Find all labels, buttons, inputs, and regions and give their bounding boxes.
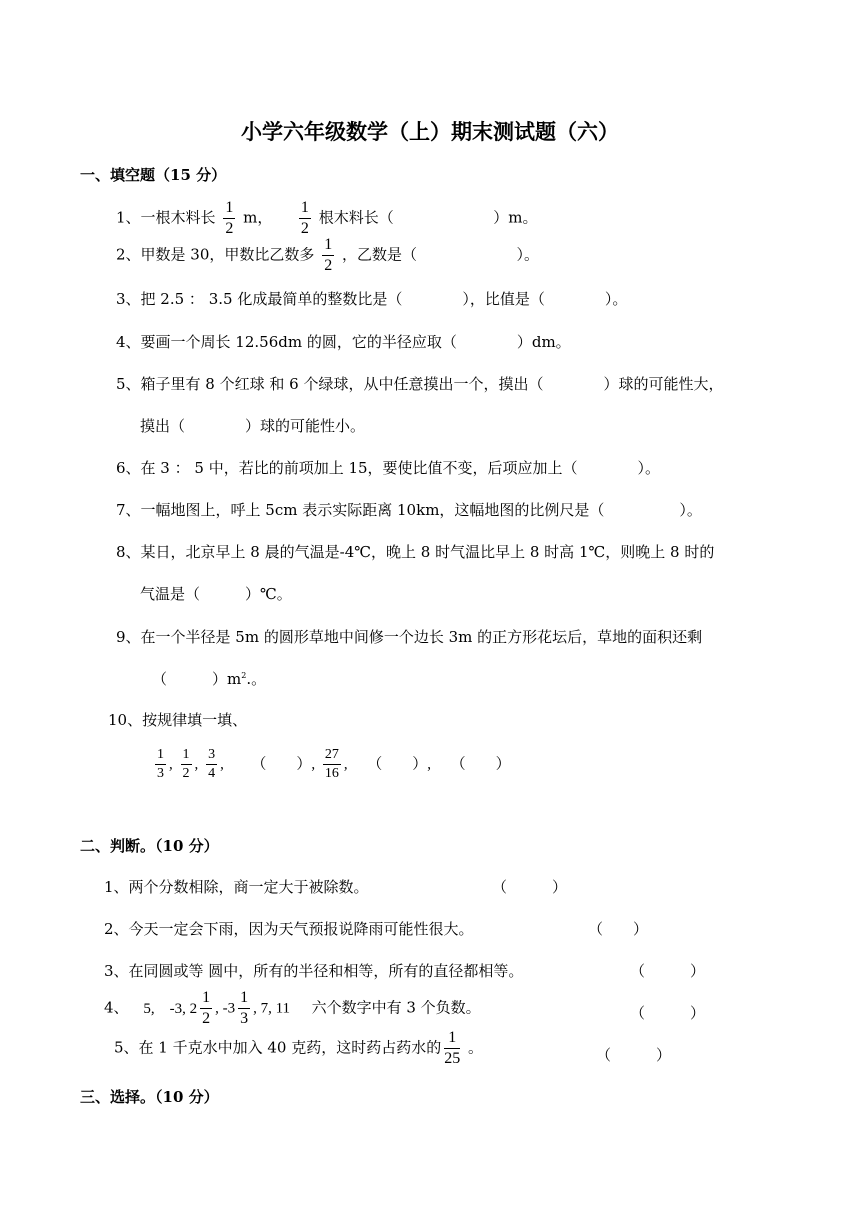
seq-blank-3: （ ） xyxy=(450,754,511,773)
judge-2-paren: （ ） xyxy=(588,920,649,938)
j4-fraction-1: $\frac{1}{2}$ xyxy=(202,989,211,1027)
question-1-9a: 9、在一个半径是 5m 的圆形草地中间修一个边长 3m 的正方形花坛后，草地的面积还剩 xyxy=(116,628,703,646)
question-1-10: 10、按规律填一填、 xyxy=(108,711,248,729)
j4-pre: 4、 xyxy=(104,998,129,1017)
j4-text: 六个数字中有 3 个负数。 xyxy=(311,998,481,1017)
question-1-8a: 8、某日，北京早上 8 晨的气温是-4℃，晚上 8 时气温比早上 8 时高 1℃，则晚上 8 时的 xyxy=(116,543,715,561)
fraction-q2: $\frac{1}{2}$ xyxy=(324,236,333,274)
judge-4 xyxy=(104,990,481,1027)
fraction-q1-2: $\frac{1}{2}$ xyxy=(300,199,309,237)
section-2-heading: 二、判断。（10 分） xyxy=(80,837,219,855)
question-1-1 xyxy=(116,200,538,237)
j4-post: , 7, 11 xyxy=(253,1000,291,1017)
seq-fraction-3: $\frac{3}{4}$ xyxy=(208,747,216,781)
j4-fraction-2: $\frac{1}{3}$ xyxy=(240,989,249,1027)
seq-fraction-1: $\frac{1}{3}$ xyxy=(157,747,164,781)
section-1-heading: 一、填空题（15 分） xyxy=(80,166,227,184)
q1-text-c: 根木料长（ xyxy=(318,208,394,227)
question-1-6: 6、在 3 ： 5 中，若比的前项加上 15，要使比值不变，后项应加上（ ）。 xyxy=(116,459,661,477)
sequence-row: $\frac{1}{3}$ , $\frac{1}{2}$ , $\frac{3}{4}$ , （ ）, $\frac{27}{16}$ , （ ）, （ ） xyxy=(157,747,511,781)
question-1-2 xyxy=(116,237,539,274)
q1-text-a: 1、一根木料长 xyxy=(116,208,216,227)
judge-3-paren: （ ） xyxy=(630,962,706,980)
question-1-8b: 气温是（ ）℃。 xyxy=(140,585,292,603)
question-1-4: 4、要画一个周长 12.56dm 的圆，它的半径应取（ ）dm。 xyxy=(116,333,571,351)
question-1-3: 3、把 2.5 ： 3.5 化成最简单的整数比是（ ），比值是（ ）。 xyxy=(116,290,628,308)
seq-blank-1: （ ） xyxy=(251,754,312,773)
judge-1-paren: （ ） xyxy=(492,878,568,896)
judge-5-paren: （ ） xyxy=(596,1046,672,1064)
question-1-7: 7、一幅地图上，呼上 5cm 表示实际距离 10km，这幅地图的比例尺是（ ）。 xyxy=(116,501,702,519)
j4-mid: , -3 xyxy=(215,1000,236,1017)
j5-end: 。 xyxy=(468,1038,484,1057)
j4-numbers: 5, -3, 2 xyxy=(143,1000,198,1017)
page-title: 小学六年级数学（上）期末测试题（六） xyxy=(241,119,619,144)
q2-text-b: ，乙数是（ xyxy=(341,245,417,264)
q1-text-d: ）m。 xyxy=(493,208,538,227)
q2-text-c: ）。 xyxy=(516,245,540,264)
j5-fraction: $\frac{1}{25}$ xyxy=(444,1029,461,1067)
q2-text-a: 2、甲数是 30，甲数比乙数多 xyxy=(116,245,315,264)
q9-blank: （ ）m xyxy=(152,670,242,688)
section-3-heading: 三、选择。（10 分） xyxy=(80,1088,219,1106)
judge-4-paren: （ ） xyxy=(630,1004,706,1022)
fraction-q1-1: $\frac{1}{2}$ xyxy=(225,199,234,237)
seq-blank-2: （ ） xyxy=(367,754,428,773)
q1-text-b: m， xyxy=(243,208,273,227)
question-1-9b xyxy=(152,668,266,689)
judge-1: 1、两个分数相除，商一定大于被除数。 xyxy=(104,878,369,896)
question-1-5a: 5、箱子里有 8 个红球 和 6 个绿球，从中任意摸出一个，摸出（ ）球的可能性大， xyxy=(116,375,724,393)
seq-fraction-2: $\frac{1}{2}$ xyxy=(182,747,190,781)
question-1-5b: 摸出（ ）球的可能性小。 xyxy=(140,417,366,435)
q9-end: .。 xyxy=(246,670,267,688)
judge-5 xyxy=(114,1030,483,1067)
seq-fraction-4: $\frac{27}{16}$ xyxy=(324,747,339,781)
judge-2: 2、今天一定会下雨，因为天气预报说降雨可能性很大。 xyxy=(104,920,474,938)
q9-superscript: 2 xyxy=(241,671,247,680)
j5-text: 5、在 1 千克水中加入 40 克药，这时药占药水的 xyxy=(114,1038,442,1057)
judge-3: 3、在同圆或等 圆中，所有的半径和相等，所有的直径都相等。 xyxy=(104,962,524,980)
